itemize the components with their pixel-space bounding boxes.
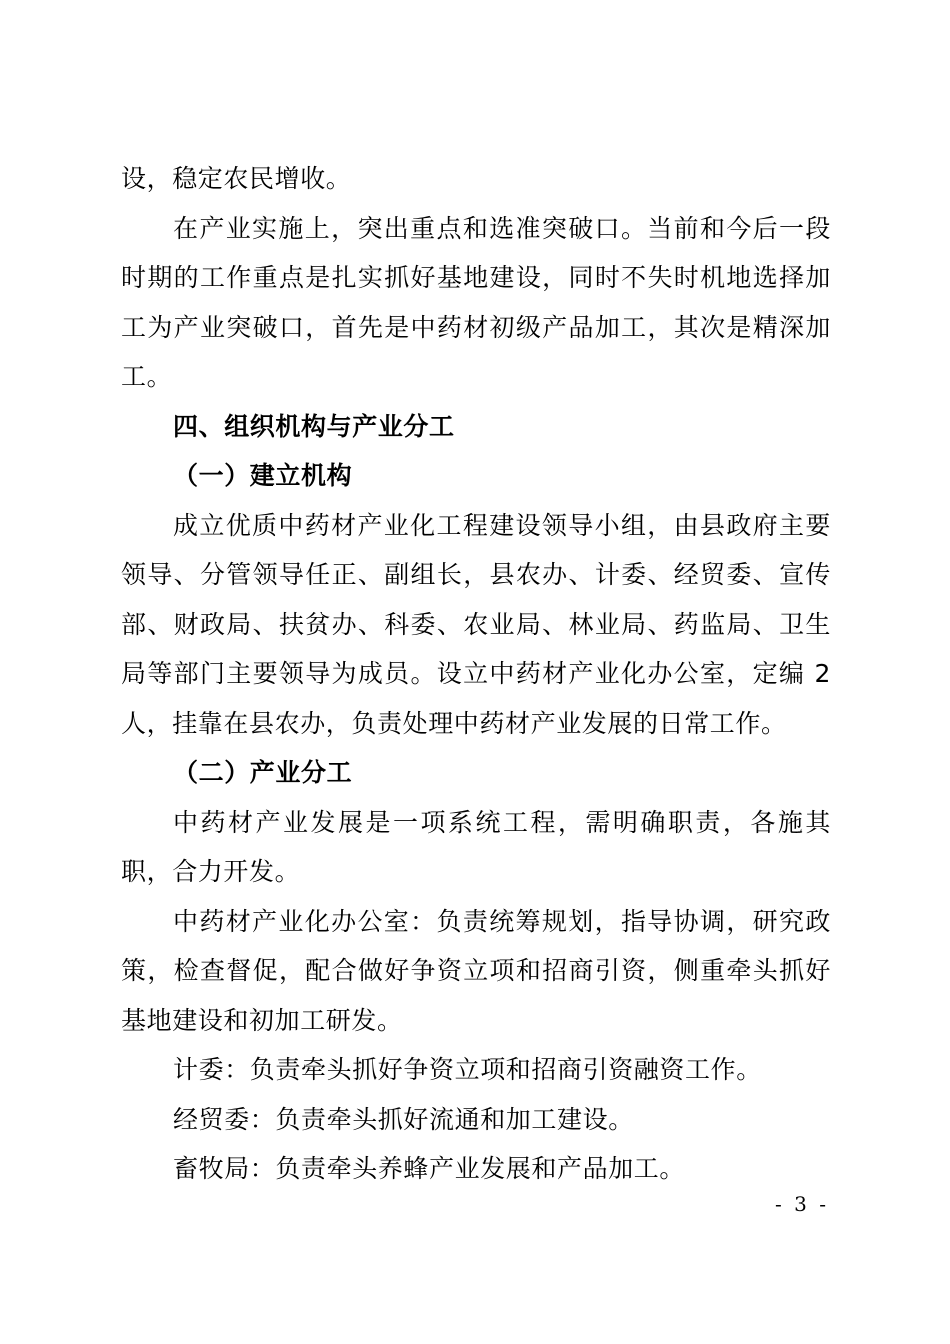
- paragraph-system-engineering: 中药材产业发展是一项系统工程，需明确职责，各施其职，合力开发。: [121, 807, 831, 886]
- paragraph-animal-husbandry: 畜牧局：负责牵头养蜂产业发展和产品加工。: [173, 1154, 686, 1183]
- page-number: - 3 -: [775, 1192, 829, 1216]
- paragraph-economic-committee: 经贸委：负责牵头抓好流通和加工建设。: [173, 1104, 634, 1134]
- paragraph-leadership-group: 成立优质中药材产业化工程建设领导小组，由县政府主要领导、分管领导任正、副组长，县农办、计委、经贸委、宣传部、财政局、扶贫办、科委、农业局、林业局、药监局、卫生局等部门主要领导为成员。设立中药材产业化办公室，定编 2 人，挂靠在县农办，负责处理中药材产业发展的日常工作。: [121, 510, 831, 738]
- paragraph-office-duties: 中药材产业化办公室：负责统筹规划，指导协调，研究政策，检查督促，配合做好争资立项和招商引资，侧重牵头抓好基地建设和初加工研发。: [121, 906, 831, 1035]
- section-heading-organization: 四、组织机构与产业分工: [173, 411, 455, 441]
- document-body: [121, 154, 831, 1194]
- paragraph-planning-committee: 计委：负责牵头抓好争资立项和招商引资融资工作。: [173, 1055, 762, 1084]
- subsection-heading-establish: （一）建立机构: [173, 461, 353, 490]
- paragraph-industry-implementation: 在产业实施上，突出重点和选准突破口。当前和今后一段时期的工作重点是扎实抓好基地建设，同时不失时机地选择加工为产业突破口，首先是中药材初级产品加工，其次是精深加工。: [121, 213, 831, 391]
- subsection-heading-division: （二）产业分工: [173, 758, 353, 787]
- paragraph-continuation: 设，稳定农民增收。: [121, 164, 352, 193]
